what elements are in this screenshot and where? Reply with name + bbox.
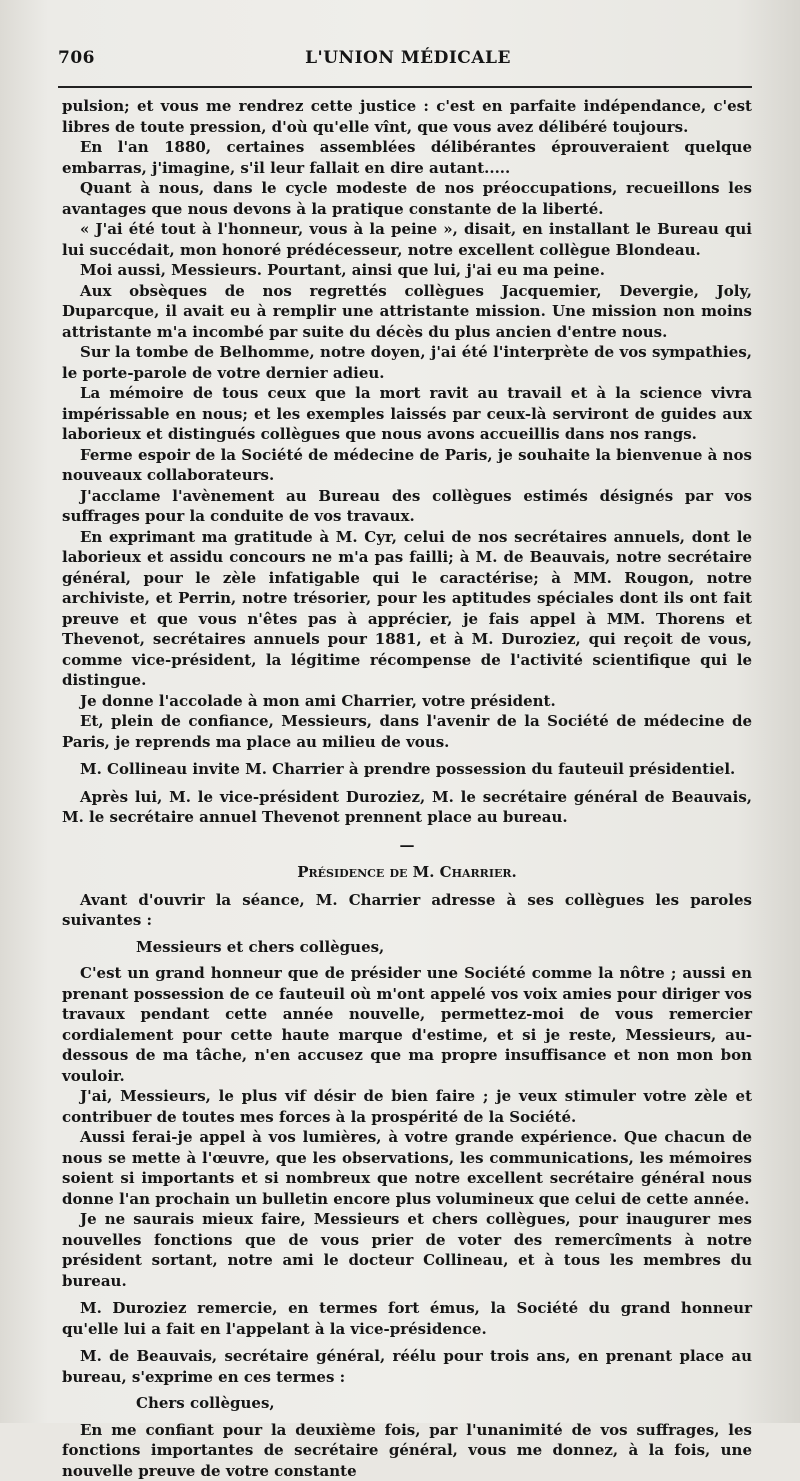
paragraph: Moi aussi, Messieurs. Pourtant, ainsi que lui, j'ai eu ma peine. [62,260,752,281]
paragraph: Quant à nous, dans le cycle modeste de nos préoccupations, recueillons les avantages que nous devons à la pratique constante de la liberté. [62,178,752,219]
salutation: Messieurs et chers collègues, [62,937,752,958]
paragraph: J'ai, Messieurs, le plus vif désir de bien faire ; je veux stimuler votre zèle et contribuer de toutes mes forces à la prospérité de la Société. [62,1086,752,1127]
running-title: L'UNION MÉDICALE [58,48,758,68]
paragraph: En exprimant ma gratitude à M. Cyr, celui de nos secrétaires annuels, dont le laborieux et assidu concours ne m'a pas failli; à M. de Beauvais, notre secrétaire général, pour le zèle infatigable qui le caractérise; à MM. Rougon, notre archiviste, et Perrin, notre trésorier, pour les aptitudes spéciales dont ils ont fait preuve et que vous n'êtes pas à apprécier, je fais appel à MM. Thorens et Thevenot, secrétaires annuels pour 1881, et à M. Duroziez, qui reçoit de vous, comme vice-président, la légitime récompense de l'activité scientifique qui le distingue. [62,527,752,691]
paragraph: « J'ai été tout à l'honneur, vous à la peine », disait, en installant le Bureau qui lui succédait, mon honoré prédécesseur, notre excellent collègue Blondeau. [62,219,752,260]
paragraph: Et, plein de confiance, Messieurs, dans l'avenir de la Société de médecine de Paris, je reprends ma place au milieu de vous. [62,711,752,752]
salutation: Chers collègues, [62,1393,752,1414]
paragraph: Je ne saurais mieux faire, Messieurs et chers collègues, pour inaugurer mes nouvelles fonctions que de vous prier de voter des remercîments à notre président sortant, notre ami le docteur Collineau, et à tous les membres du bureau. [62,1209,752,1291]
paragraph: Sur la tombe de Belhomme, notre doyen, j'ai été l'interprète de vos sympathies, le porte-parole de votre dernier adieu. [62,342,752,383]
paragraph: En me confiant pour la deuxième fois, par l'unanimité de vos suffrages, les fonctions importantes de secrétaire général, vous me donnez, à la fois, une nouvelle preuve de votre constante [62,1420,752,1481]
section-heading: Présidence de M. Charrier. [62,862,752,883]
section-separator: — [62,835,752,856]
paragraph: M. Collineau invite M. Charrier à prendre possession du fauteuil présidentiel. [62,759,752,780]
page-number: 706 [58,48,95,68]
paragraph: J'acclame l'avènement au Bureau des collègues estimés désignés par vos suffrages pour la conduite de vos travaux. [62,486,752,527]
paragraph: En l'an 1880, certaines assemblées délibérantes éprouveraient quelque embarras, j'imagine, s'il leur fallait en dire autant..... [62,137,752,178]
paragraph: Aux obsèques de nos regrettés collègues Jacquemier, Devergie, Joly, Duparcque, il avait eu à remplir une attristante mission. Une mission non moins attristante m'a incombé par suite du décès du plus ancien d'entre nous. [62,281,752,343]
paragraph: C'est un grand honneur que de présider une Société comme la nôtre ; aussi en prenant possession de ce fauteuil où m'ont appelé vos voix amies pour diriger vos travaux pendant cette année nouvelle, permettez-moi de vous remercier cordialement pour cette haute marque d'estime, et si je reste, Messieurs, au-dessous de ma tâche, n'en accusez que ma propre insuffisance et non mon bon vouloir. [62,963,752,1086]
body-text [62,96,752,1481]
paragraph: Je donne l'accolade à mon ami Charrier, votre président. [62,691,752,712]
paragraph: Aussi ferai-je appel à vos lumières, à votre grande expérience. Que chacun de nous se mette à l'œuvre, que les observations, les communications, les mémoires soient si importants et si nombreux que notre excellent secrétaire général nous donne l'an prochain un bulletin encore plus volumineux que celui de cette année. [62,1127,752,1209]
paragraph: pulsion; et vous me rendrez cette justice : c'est en parfaite indépendance, c'est libres de toute pression, d'où qu'elle vînt, que vous avez délibéré toujours. [62,96,752,137]
page-header [58,48,758,74]
header-rule [58,86,752,88]
paragraph: M. de Beauvais, secrétaire général, réélu pour trois ans, en prenant place au bureau, s'exprime en ces termes : [62,1346,752,1387]
paragraph: M. Duroziez remercie, en termes fort émus, la Société du grand honneur qu'elle lui a fait en l'appelant à la vice-présidence. [62,1298,752,1339]
paragraph: Après lui, M. le vice-président Duroziez, M. le secrétaire général de Beauvais, M. le secrétaire annuel Thevenot prennent place au bureau. [62,787,752,828]
paragraph: Avant d'ouvrir la séance, M. Charrier adresse à ses collègues les paroles suivantes : [62,890,752,931]
paragraph: Ferme espoir de la Société de médecine de Paris, je souhaite la bienvenue à nos nouveaux collaborateurs. [62,445,752,486]
paragraph: La mémoire de tous ceux que la mort ravit au travail et à la science vivra impérissable en nous; et les exemples laissés par ceux-là serviront de guides aux laborieux et distingués collègues que nous avons accueillis dans nos rangs. [62,383,752,445]
